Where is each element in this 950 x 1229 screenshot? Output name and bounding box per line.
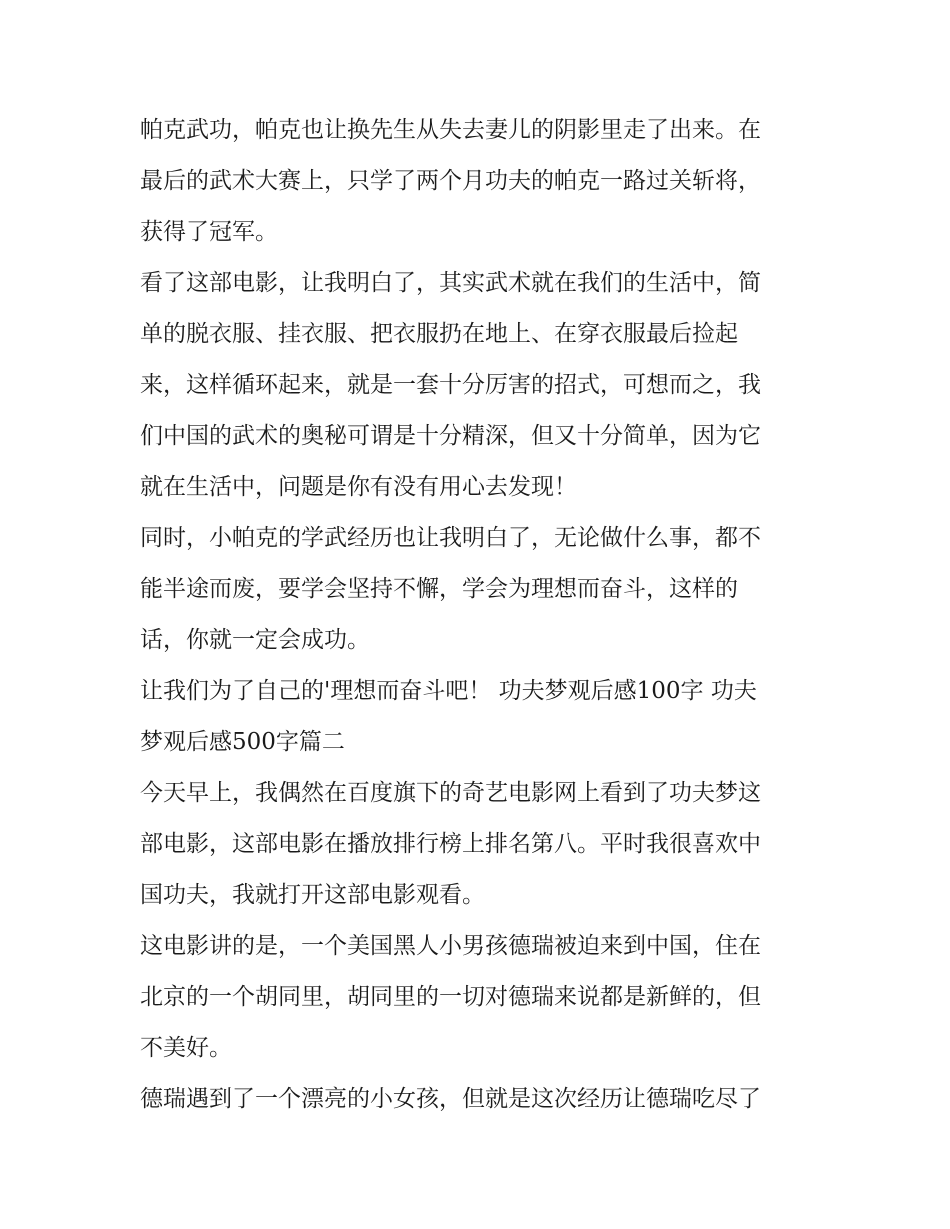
text-line: 这电影讲的是，一个美国黑人小男孩德瑞被迫来到中国，住在	[140, 933, 761, 959]
text-line: 今天早上，我偶然在百度旗下的奇艺电影网上看到了功夫梦这	[140, 780, 761, 806]
document-body	[140, 105, 820, 1125]
text-line: 让我们为了自己的'理想而奋斗吧！ 功夫梦观后感100字 功夫	[140, 678, 757, 704]
text-line: 们中国的武术的奥秘可谓是十分精深，但又十分简单，因为它	[140, 423, 761, 449]
text-line: 来，这样循环起来，就是一套十分厉害的招式，可想而之，我	[140, 372, 761, 398]
text-line: 北京的一个胡同里，胡同里的一切对德瑞来说都是新鲜的，但	[140, 984, 761, 1010]
text-line: 德瑞遇到了一个漂亮的小女孩，但就是这次经历让德瑞吃尽了	[140, 1086, 761, 1112]
text-line: 单的脱衣服、挂衣服、把衣服扔在地上、在穿衣服最后捡起	[140, 321, 738, 347]
text-line: 梦观后感500字篇二	[140, 729, 345, 755]
text-line: 话，你就一定会成功。	[140, 627, 370, 653]
text-line: 同时，小帕克的学武经历也让我明白了，无论做什么事，都不	[140, 525, 761, 551]
text-line: 帕克武功，帕克也让换先生从失去妻儿的阴影里走了出来。在	[140, 117, 761, 143]
text-line: 看了这部电影，让我明白了，其实武术就在我们的生活中，简	[140, 270, 761, 296]
text-line: 最后的武术大赛上，只学了两个月功夫的帕克一路过关斩将，	[140, 168, 761, 194]
text-line: 不美好。	[140, 1035, 232, 1061]
text-line: 部电影，这部电影在播放排行榜上排名第八。平时我很喜欢中	[140, 831, 761, 857]
text-line: 国功夫，我就打开这部电影观看。	[140, 882, 485, 908]
text-line: 能半途而废，要学会坚持不懈，学会为理想而奋斗，这样的	[140, 576, 738, 602]
text-line: 获得了冠军。	[140, 219, 278, 245]
text-line: 就在生活中，问题是你有没有用心去发现！	[140, 474, 577, 500]
